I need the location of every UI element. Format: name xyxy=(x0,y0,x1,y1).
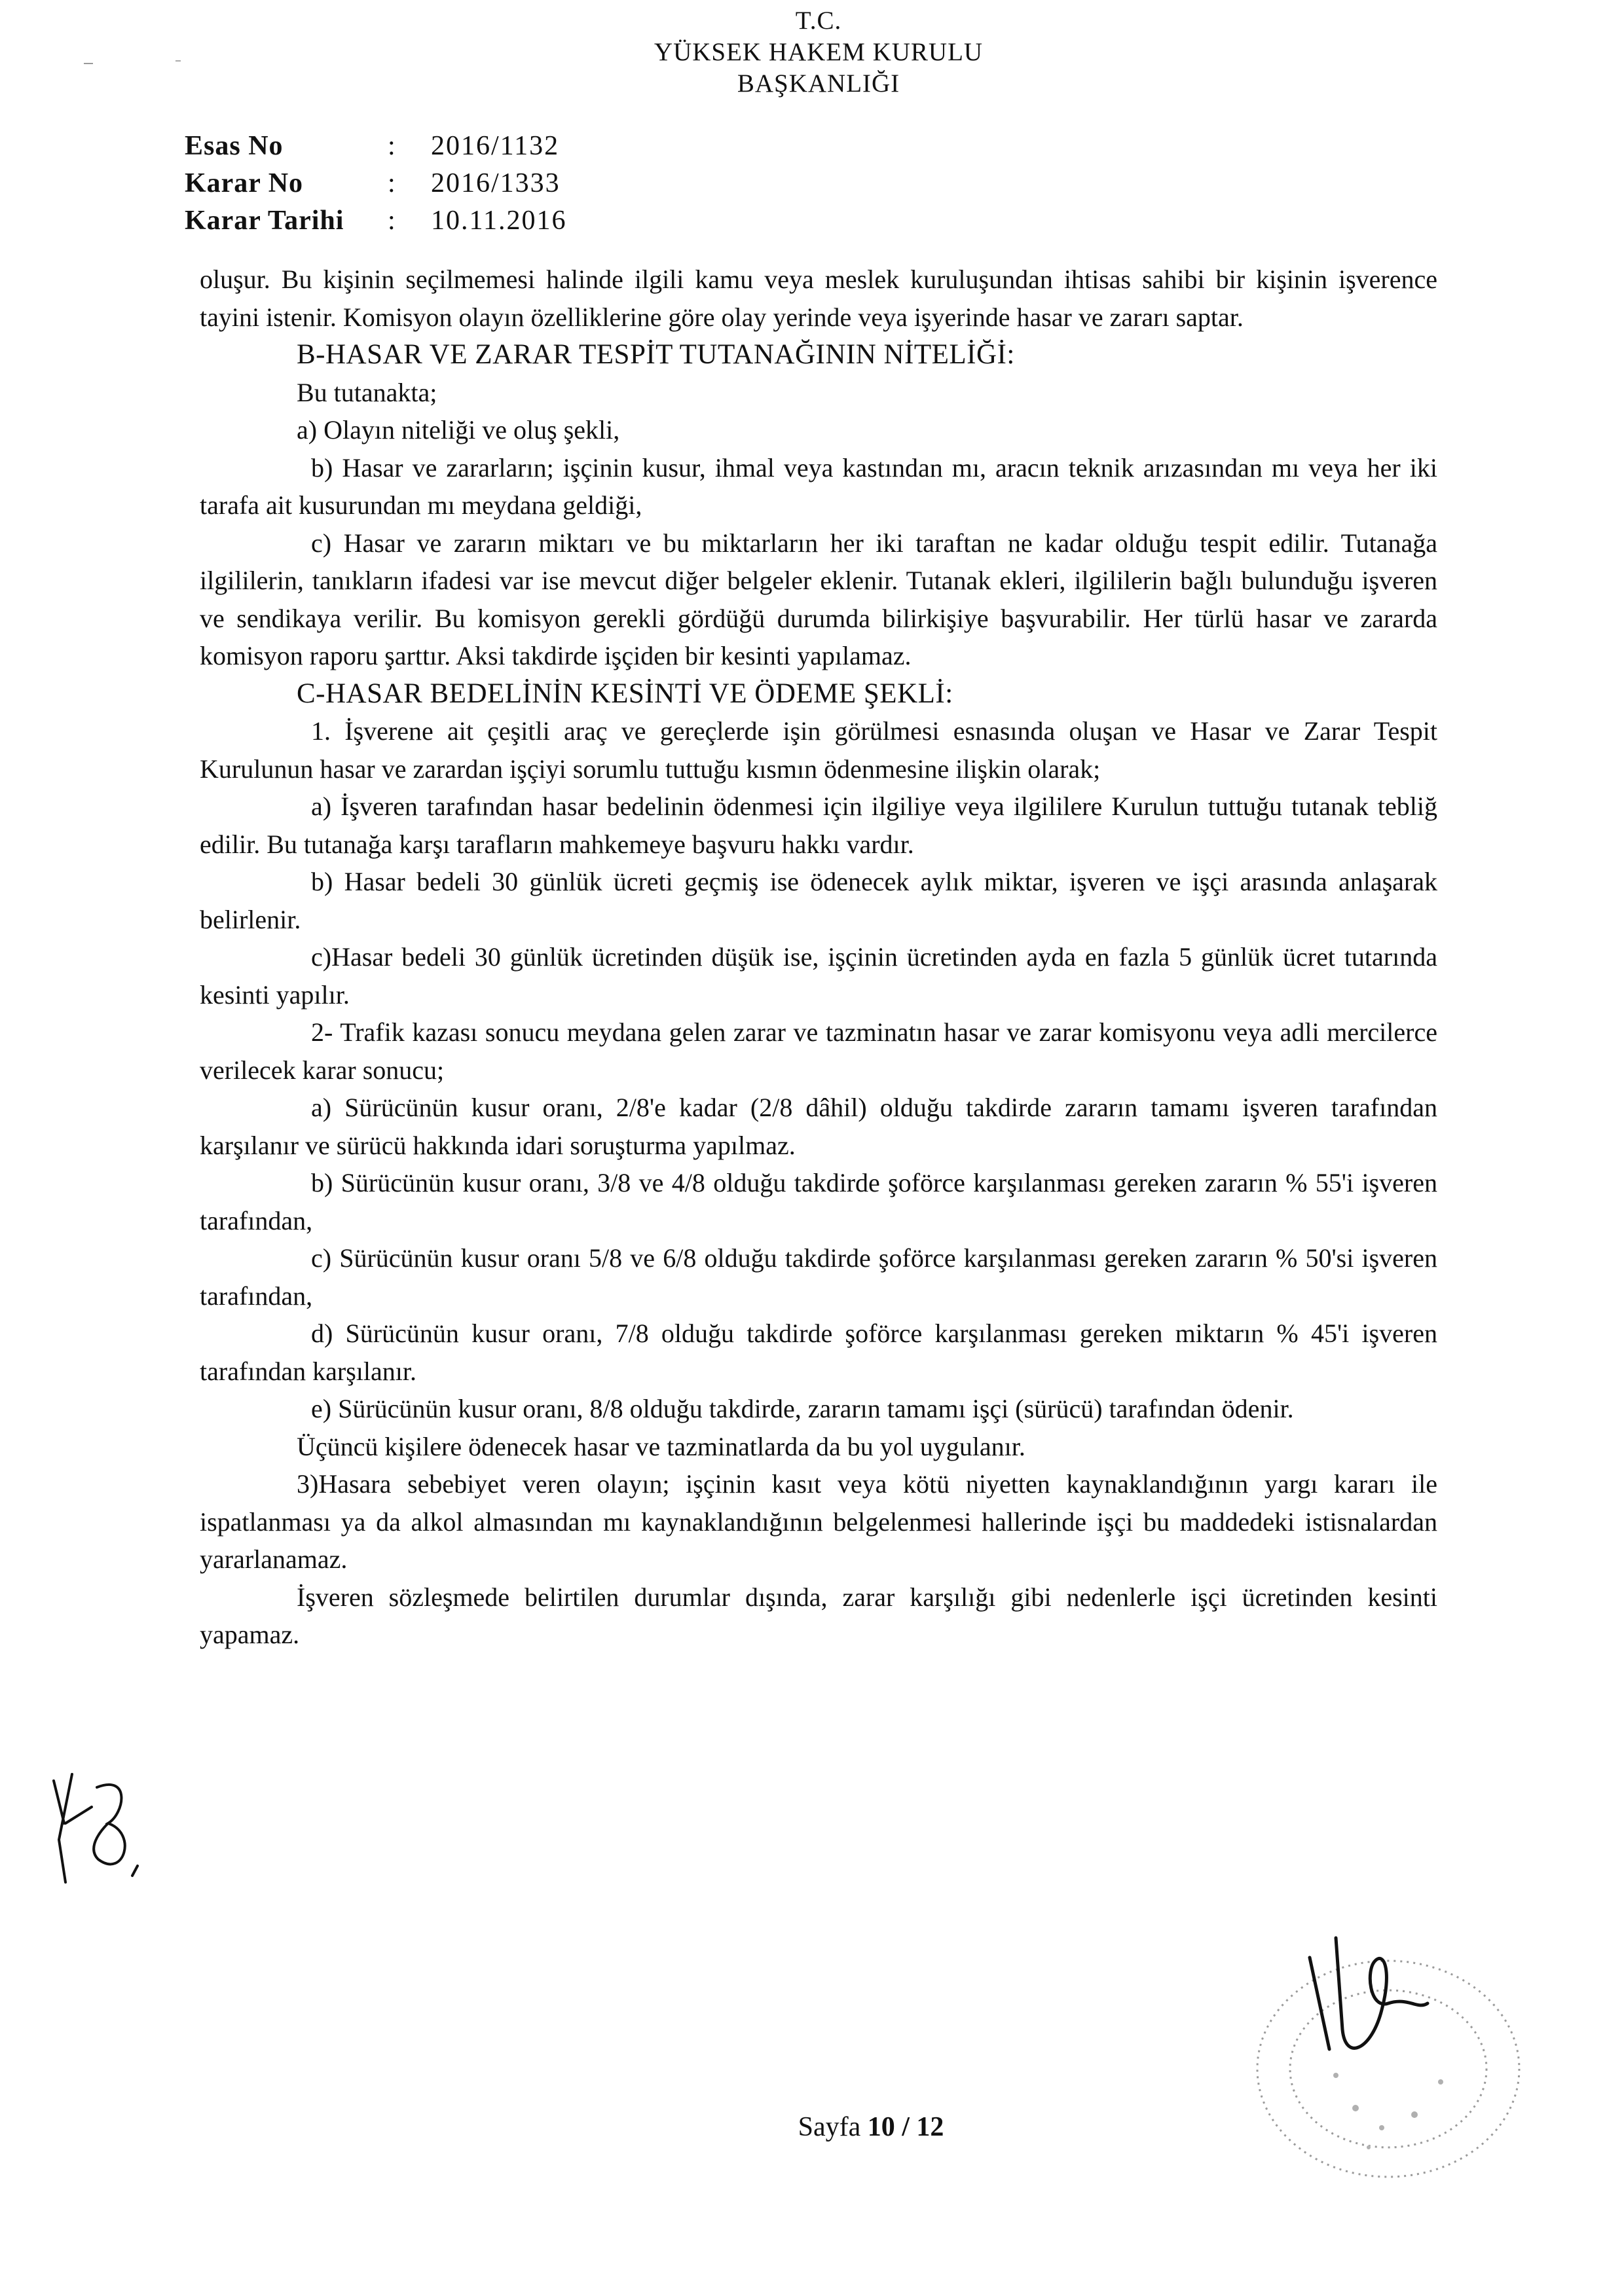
handwritten-page-number xyxy=(46,1761,151,1886)
meta-value: 10.11.2016 xyxy=(431,206,567,236)
paragraph: 1. İşverene ait çeşitli araç ve gereçlerde işin görülmesi esnasında oluşan ve Hasar ve Zarar Tespit Kurulunun hasar ve zarardan işçiyi sorumlu tuttuğu kısmın ödenmesine ilişkin olarak; xyxy=(200,716,1437,784)
list-item: c) Hasar ve zararın miktarı ve bu miktarların her iki taraftan ne kadar olduğu tespit edilir. Tutanağa ilgililerin, tanıkların ifadesi var ise mevcut diğer belgeler eklenir. Tutanak ekleri, ilgililerin bağlı bulunduğu işveren ve sendikaya verilir. Bu komisyon gerekli gördüğü durumda bilirkişiye başvurabilir. Her türlü hasar ve zararda komisyon raporu şarttır. Aksi takdirde işçiden bir kesinti yapılamaz. xyxy=(200,528,1437,670)
page-prefix: Sayfa xyxy=(798,2112,868,2142)
case-metadata xyxy=(185,128,566,240)
list-item: a) Olayın niteliği ve oluş şekli, xyxy=(297,415,620,445)
paragraph: Bu tutanakta; xyxy=(297,377,437,407)
scan-mark xyxy=(84,63,93,64)
meta-colon: : xyxy=(388,206,396,236)
list-item: b) Hasar bedeli 30 günlük ücreti geçmiş ise ödenecek aylık miktar, işveren ve işçi arasında anlaşarak belirlenir. xyxy=(200,867,1437,934)
list-item: a) İşveren tarafından hasar bedelinin ödenmesi için ilgiliye veya ilgililere Kurulun tuttuğu tutanak tebliğ edilir. Bu tutanağa karşı tarafların mahkemeye başvuru hakkı vardır. xyxy=(200,792,1437,859)
page-separator: / xyxy=(895,2112,917,2142)
section-heading-b: B-HASAR VE ZARAR TESPİT TUTANAĞININ NİTELİĞİ: xyxy=(297,339,1015,370)
list-item: b) Sürücünün kusur oranı, 3/8 ve 4/8 olduğu takdirde şoförce karşılanması gereken zararın % 55'i işveren tarafından, xyxy=(200,1168,1437,1235)
list-item: b) Hasar ve zararların; işçinin kusur, ihmal veya kastından mı, aracın teknik arızasından mı veya her iki tarafa ait kusurundan mı meydana geldiği, xyxy=(200,452,1437,520)
paragraph: İşveren sözleşmede belirtilen durumlar dışında, zarar karşılığı gibi nedenlerle işçi ücretinden kesinti yapamaz. xyxy=(200,1582,1437,1649)
list-item: d) Sürücünün kusur oranı, 7/8 olduğu takdirde şoförce karşılanması gereken miktarın % 45'i işveren tarafından karşılanır. xyxy=(200,1319,1437,1386)
meta-label: Karar No xyxy=(185,168,304,198)
section-heading-c: C-HASAR BEDELİNİN KESİNTİ VE ÖDEME ŞEKLİ: xyxy=(297,678,953,709)
meta-label: Karar Tarihi xyxy=(185,206,344,236)
paragraph: oluşur. Bu kişinin seçilmemesi halinde ilgili kamu veya meslek kuruluşundan ihtisas sahibi bir kişinin işverence tayini istenir. Komisyon olayın özelliklerine göre olay yerinde veya işyerinde hasar ve zararı saptar. xyxy=(200,264,1437,332)
meta-row-tarih xyxy=(185,202,566,240)
list-item: c) Sürücünün kusur oranı 5/8 ve 6/8 olduğu takdirde şoförce karşılanması gereken zararın % 50'si işveren tarafından, xyxy=(200,1243,1437,1311)
total-pages: 12 xyxy=(916,2112,944,2142)
list-item: c)Hasar bedeli 30 günlük ücretinden düşük ise, işçinin ücretinden ayda en fazla 5 günlük ücret tutarında kesinti yapılır. xyxy=(200,942,1437,1010)
page-number xyxy=(773,2111,969,2143)
meta-row-esas xyxy=(185,128,566,165)
letterhead-line-3: BAŞKANLIĞI xyxy=(737,69,900,98)
signature-and-seal xyxy=(1231,1912,1545,2193)
letterhead-line-2: YÜKSEK HAKEM KURULU xyxy=(654,38,984,66)
letterhead-line-1: T.C. xyxy=(795,7,842,35)
document-body xyxy=(200,261,1437,1654)
meta-value: 2016/1333 xyxy=(431,168,561,198)
current-page: 10 xyxy=(867,2112,895,2142)
paragraph: 2- Trafik kazası sonucu meydana gelen zarar ve tazminatın hasar ve zarar komisyonu veya adli mercilerce verilecek karar sonucu; xyxy=(200,1017,1437,1085)
meta-label: Esas No xyxy=(185,131,284,161)
list-item: e) Sürücünün kusur oranı, 8/8 olduğu takdirde, zararın tamamı işçi (sürücü) tarafından ödenir. xyxy=(311,1394,1294,1423)
meta-colon: : xyxy=(388,131,396,161)
letterhead xyxy=(589,5,1048,100)
meta-value: 2016/1132 xyxy=(431,131,560,161)
paragraph: 3)Hasara sebebiyet veren olayın; işçinin kasıt veya kötü niyetten kaynaklandığının yargı kararı ile ispatlanması ya da alkol almasından mı kaynaklandığının belgelenmesi hallerinde işçi bu maddedeki istisnalardan yararlanamaz. xyxy=(200,1469,1437,1574)
scan-mark xyxy=(175,60,181,62)
meta-colon: : xyxy=(388,168,396,198)
paragraph: Üçüncü kişilere ödenecek hasar ve tazminatlarda da bu yol uygulanır. xyxy=(297,1431,1025,1461)
list-item: a) Sürücünün kusur oranı, 2/8'e kadar (2/8 dâhil) olduğu takdirde zararın tamamı işveren tarafından karşılanır ve sürücü hakkında idari soruşturma yapılmaz. xyxy=(200,1093,1437,1160)
meta-row-karar xyxy=(185,165,566,202)
